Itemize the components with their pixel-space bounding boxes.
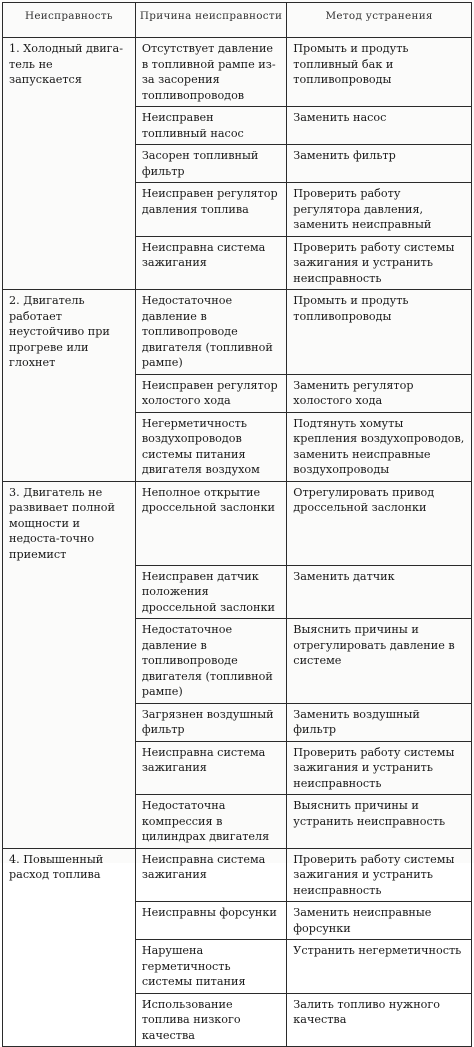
fix-cell: Проверить работу системы зажигания и устранить неисправность [287,741,472,795]
fault-cell [3,795,136,849]
fix-cell: Промыть и продуть топливный бак и топливопроводы [287,38,472,107]
table-row [3,940,472,994]
fault-cell [3,993,136,1047]
fault-cell [3,741,136,795]
fix-cell: Проверить работу регулятора давления, заменить неисправный [287,183,472,237]
table-row [3,412,472,481]
cause-cell: Неполное открытие дроссельной заслонки [135,481,286,565]
fix-cell: Выяснить причины и устранить неисправность [287,795,472,849]
fault-cell [3,145,136,183]
fault-cell [3,236,136,290]
header-fault: Неисправность [3,3,136,38]
header-fix: Метод устранения [287,3,472,38]
table-row [3,565,472,619]
fix-cell: Выяснить причины и отрегулировать давление в системе [287,619,472,704]
fix-cell: Устранить негерметичность [287,940,472,994]
cause-cell: Нарушена герметичность системы питания [135,940,286,994]
table-row [3,236,472,290]
cause-cell: Неисправен регулятор давления топлива [135,183,286,237]
table-row [3,290,472,375]
fix-cell: Подтянуть хомуты крепления воздухопроводов, заменить неисправные воздухопроводы [287,412,472,481]
table-row [3,703,472,741]
cause-cell: Неисправен датчик положения дроссельной заслонки [135,565,286,619]
table-row [3,848,472,902]
table-row [3,481,472,565]
cause-cell: Отсутствует давление в топливной рампе из-за засорения топливопроводов [135,38,286,107]
fault-cell [3,183,136,237]
fault-cell [3,107,136,145]
cause-cell: Засорен топливный фильтр [135,145,286,183]
table-row [3,795,472,849]
cause-cell: Недостаточное давление в топливопроводе двигателя (топливной рампе) [135,619,286,704]
fix-cell: Проверить работу системы зажигания и устранить неисправность [287,236,472,290]
fault-cell [3,565,136,619]
fault-cell [3,412,136,481]
fix-cell: Заменить датчик [287,565,472,619]
cause-cell: Неисправна система зажигания [135,741,286,795]
table-row [3,374,472,412]
cause-cell: Использование топлива низкого качества [135,993,286,1047]
table-row [3,619,472,704]
table-row [3,993,472,1047]
fix-cell: Заменить неисправные форсунки [287,902,472,940]
cause-cell: Неисправны форсунки [135,902,286,940]
fault-cell: 1. Холодный двига-тель не запускается [3,38,136,107]
table-row [3,741,472,795]
fix-cell: Залить топливо нужного качества [287,993,472,1047]
table-row [3,145,472,183]
cause-cell: Неисправен регулятор холостого хода [135,374,286,412]
fix-cell: Проверить работу системы зажигания и устранить неисправность [287,848,472,902]
fault-cell: 3. Двигатель не развивает полной мощности и недоста-точно приемист [3,481,136,565]
cause-cell: Загрязнен воздушный фильтр [135,703,286,741]
fault-cell [3,374,136,412]
fix-cell: Заменить фильтр [287,145,472,183]
cause-cell: Неисправна система зажигания [135,236,286,290]
cause-cell: Неисправна система зажигания [135,848,286,902]
table-row [3,902,472,940]
table-row [3,183,472,237]
fault-cell [3,703,136,741]
cause-cell: Негерметичность воздухопроводов системы питания двигателя воздухом [135,412,286,481]
table-row [3,107,472,145]
fault-cell [3,940,136,994]
header-cause: Причина неисправности [135,3,286,38]
cause-cell: Неисправен топливный насос [135,107,286,145]
fix-cell: Заменить воздушный фильтр [287,703,472,741]
table-header-row [3,3,472,38]
fault-cell [3,902,136,940]
cause-cell: Недостаточна компрессия в цилиндрах двигателя [135,795,286,849]
fault-cell: 2. Двигатель работает неустойчиво при прогреве или глохнет [3,290,136,375]
table-row [3,38,472,107]
fix-cell: Заменить регулятор холостого хода [287,374,472,412]
cause-cell: Недостаточное давление в топливопроводе двигателя (топливной рампе) [135,290,286,375]
fix-cell: Заменить насос [287,107,472,145]
fault-cell [3,619,136,704]
fix-cell: Отрегулировать привод дроссельной заслонки [287,481,472,565]
fault-cell: 4. Повышенный расход топлива [3,848,136,902]
fix-cell: Промыть и продуть топливопроводы [287,290,472,375]
fault-table [2,2,472,1047]
